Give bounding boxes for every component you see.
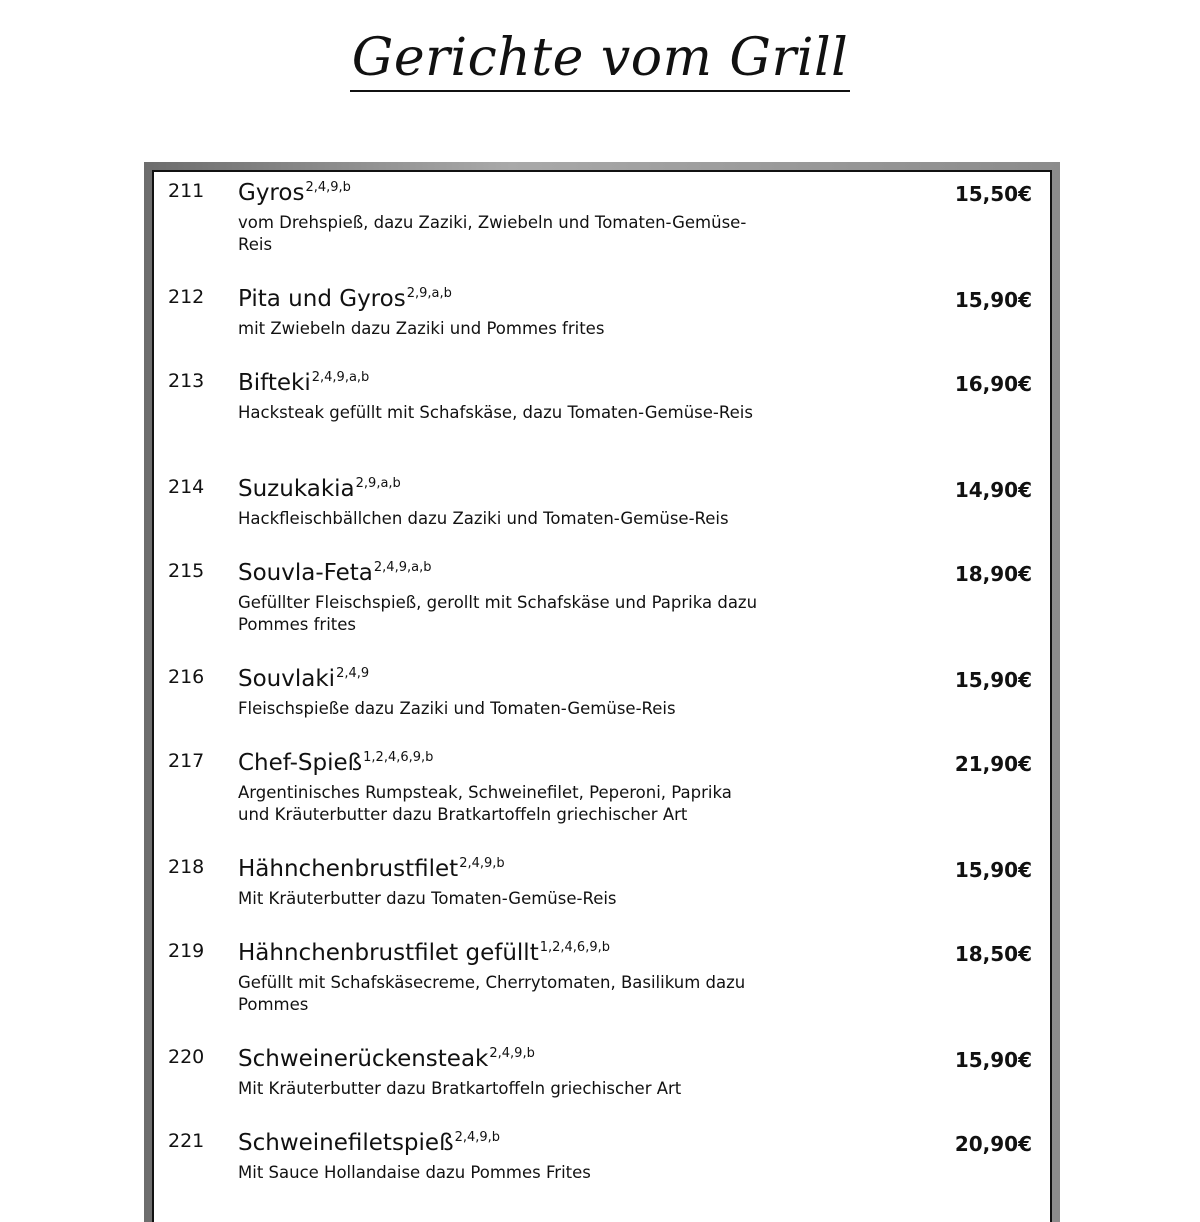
item-description: Mit Kräuterbutter dazu Bratkartoffeln griechischer Art (238, 1079, 682, 1098)
item-name (238, 940, 610, 966)
menu-item-219 (154, 938, 1050, 1028)
menu-item-220 (154, 1044, 1050, 1134)
item-allergens: 2,4,9,b (454, 1130, 501, 1145)
page-title-text: Gerichte vom Grill (350, 28, 850, 92)
item-description: Mit Kräuterbutter dazu Tomaten-Gemüse-Reis (238, 889, 617, 908)
item-allergens: 2,4,9,b (305, 180, 351, 195)
item-name (238, 1046, 535, 1072)
item-allergens: 1,2,4,6,9,b (363, 750, 434, 765)
menu-item-214 (154, 474, 1050, 564)
item-name-text: Bifteki (238, 370, 311, 396)
menu-item-216 (154, 664, 1050, 754)
item-name (238, 750, 433, 776)
item-allergens: 2,4,9,b (489, 1046, 535, 1061)
menu-item-213 (154, 368, 1050, 458)
item-name (238, 180, 351, 206)
item-allergens: 2,4,9,a,b (373, 560, 432, 575)
item-name-text: Hähnchenbrustfilet gefüllt (238, 940, 539, 966)
item-description: mit Zwiebeln dazu Zaziki und Pommes frites (238, 319, 605, 338)
menu-frame (144, 162, 1060, 1222)
item-number: 219 (168, 940, 205, 962)
item-name (238, 1130, 500, 1156)
menu-item-215 (154, 558, 1050, 648)
item-price: 18,50€ (954, 942, 1032, 966)
item-allergens: 2,4,9,b (459, 856, 505, 871)
item-name (238, 476, 401, 502)
item-number: 213 (168, 370, 205, 392)
item-number: 221 (168, 1130, 205, 1152)
item-allergens: 2,4,9,a,b (311, 370, 370, 385)
item-name (238, 370, 369, 396)
item-name (238, 560, 431, 586)
item-name (238, 286, 452, 312)
item-price: 16,90€ (954, 372, 1032, 396)
item-name (238, 666, 369, 692)
item-number: 212 (168, 286, 205, 308)
item-description: Mit Sauce Hollandaise dazu Pommes Frites (238, 1163, 591, 1182)
item-name-text: Souvlaki (238, 666, 336, 692)
menu-item-218 (154, 854, 1050, 944)
item-price: 15,90€ (954, 288, 1032, 312)
item-allergens: 1,2,4,6,9,b (539, 940, 610, 955)
item-allergens: 2,9,a,b (406, 286, 452, 301)
item-description: Argentinisches Rumpsteak, Schweinefilet, Peperoni, Paprika und Kräuterbutter dazu Bratkartoffeln griechischer Art (238, 783, 732, 824)
page-title (0, 28, 1200, 88)
item-description: Gefüllt mit Schafskäsecreme, Cherrytomaten, Basilikum dazu Pommes (238, 973, 746, 1014)
menu-item-221 (154, 1128, 1050, 1218)
menu-item-217 (154, 748, 1050, 838)
item-number: 217 (168, 750, 205, 772)
item-price: 15,90€ (954, 668, 1032, 692)
item-price: 21,90€ (954, 752, 1032, 776)
item-number: 215 (168, 560, 205, 582)
menu-item-212 (154, 284, 1050, 374)
menu-item-211 (154, 178, 1050, 268)
item-price: 15,90€ (954, 858, 1032, 882)
item-name (238, 856, 505, 882)
item-name-text: Gyros (238, 180, 305, 206)
menu-list (152, 170, 1052, 1222)
item-number: 216 (168, 666, 205, 688)
item-name-text: Souvla-Feta (238, 560, 373, 586)
item-allergens: 2,4,9 (336, 666, 370, 681)
item-name-text: Schweinefiletspieß (238, 1130, 454, 1156)
item-price: 20,90€ (954, 1132, 1032, 1156)
item-price: 15,50€ (954, 182, 1032, 206)
item-name-text: Hähnchenbrustfilet (238, 856, 459, 882)
item-allergens: 2,9,a,b (355, 476, 401, 491)
item-name-text: Schweinerückensteak (238, 1046, 489, 1072)
item-number: 220 (168, 1046, 205, 1068)
item-description: Gefüllter Fleischspieß, gerollt mit Schafskäse und Paprika dazu Pommes frites (238, 593, 758, 634)
item-price: 15,90€ (954, 1048, 1032, 1072)
item-price: 18,90€ (954, 562, 1032, 586)
item-number: 211 (168, 180, 205, 202)
item-number: 218 (168, 856, 205, 878)
item-description: Hacksteak gefüllt mit Schafskäse, dazu Tomaten-Gemüse-Reis (238, 403, 753, 422)
item-name-text: Chef-Spieß (238, 750, 363, 776)
item-name-text: Suzukakia (238, 476, 355, 502)
item-description: Hackfleischbällchen dazu Zaziki und Tomaten-Gemüse-Reis (238, 509, 729, 528)
item-description: Fleischspieße dazu Zaziki und Tomaten-Gemüse-Reis (238, 699, 676, 718)
item-description: vom Drehspieß, dazu Zaziki, Zwiebeln und Tomaten-Gemüse-Reis (238, 213, 747, 254)
item-name-text: Pita und Gyros (238, 286, 406, 312)
item-number: 214 (168, 476, 205, 498)
item-price: 14,90€ (954, 478, 1032, 502)
